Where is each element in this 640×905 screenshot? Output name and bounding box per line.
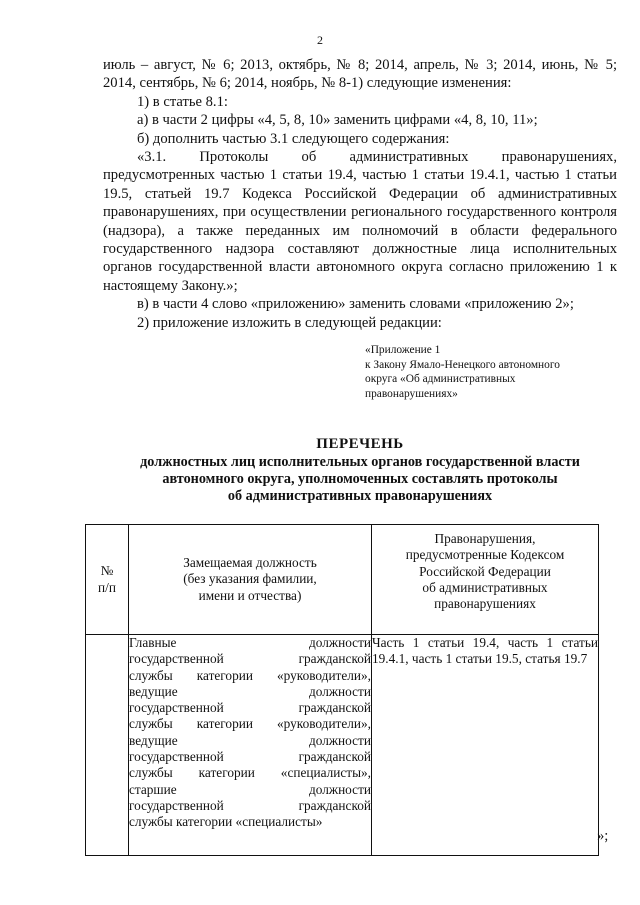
- page-number: 2: [317, 33, 323, 47]
- annex-line: правонарушениях»: [365, 387, 458, 400]
- position-line: службы категории «руководители»,: [129, 667, 371, 683]
- body-line: в) в части 4 слово «приложению» заменить словами «приложению 2»;: [137, 296, 574, 313]
- position-line: ведущие должности: [129, 732, 371, 748]
- table-row: [86, 635, 599, 856]
- position-line: государственной гражданской: [129, 797, 371, 813]
- position-line: ведущие должности: [129, 683, 371, 699]
- body-line: б) дополнить частью 3.1 следующего содержания:: [137, 130, 450, 147]
- row-number-cell: [86, 635, 129, 856]
- position-line: старшие должности: [129, 781, 371, 797]
- position-line: государственной гражданской: [129, 700, 371, 716]
- position-cell: [129, 635, 372, 856]
- table-header-row: [86, 525, 599, 635]
- list-heading: ПЕРЕЧЕНЬ: [316, 436, 404, 452]
- closing-quote-mark: »;: [597, 828, 609, 844]
- position-line: службы категории «руководители»,: [129, 716, 371, 732]
- position-line: государственной гражданской: [129, 749, 371, 765]
- position-line: Главные должности: [129, 635, 371, 650]
- body-line: 2014, сентябрь, № 6; 2014, ноябрь, № 8-1) следующие изменения:: [103, 75, 512, 92]
- body-line: 2) приложение изложить в следующей редакции:: [137, 314, 442, 331]
- officials-table: [85, 524, 599, 856]
- amendment-text: [103, 56, 617, 332]
- position-line: государственной гражданской: [129, 651, 371, 667]
- annex-reference: [365, 343, 615, 401]
- list-subtitle-line: об административных правонарушениях: [227, 488, 493, 504]
- body-line: 1) в статье 8.1:: [137, 93, 228, 110]
- annex-line: округа «Об административных: [365, 373, 516, 386]
- list-subtitle-line: автономного округа, уполномоченных составлять протоколы: [162, 471, 558, 487]
- annex-line: к Закону Ямало-Ненецкого автономного: [365, 358, 560, 371]
- body-line: а) в части 2 цифры «4, 5, 8, 10» заменить цифрами «4, 8, 10, 11»;: [137, 112, 538, 129]
- column-header-number: № п/п: [86, 525, 129, 635]
- column-header-position: Замещаемая должность (без указания фамилии, имени и отчества): [129, 525, 372, 635]
- article-3-1-text: предусмотренных частью 1 статьи 19.4, частью 1 статьи 19.4.1, частью 1 статьи 19.5, статьей 19.7 Кодекса Российской Федерации об административных правонарушениях, при осуществлении регионального государственного контроля (надзора), а также переданных им полномочий в области федерального государственного надзора составляют должностные лица исполнительных органов государственной власти автономного округа согласно приложению 1 к настоящему Закону.»;: [103, 167, 617, 294]
- column-header-violations: Правонарушения, предусмотренные Кодексом Российской Федерации об административных правонарушениях: [372, 525, 599, 635]
- article-3-1-first-line: «3.1. Протоколы об административных правонарушениях,: [137, 149, 617, 166]
- list-subtitle-line: должностных лиц исполнительных органов государственной власти: [140, 454, 580, 470]
- position-line: службы категории «специалисты»,: [129, 765, 371, 781]
- annex-line: «Приложение 1: [365, 344, 441, 356]
- list-title: [103, 436, 617, 505]
- position-line: службы категории «специалисты»: [129, 814, 323, 830]
- body-line: июль – август, № 6; 2013, октябрь, № 8; 2014, апрель, № 3; 2014, июнь, № 5;: [103, 57, 617, 73]
- violations-cell: Часть 1 статьи 19.4, часть 1 статьи 19.4.1, часть 1 статьи 19.5, статья 19.7: [372, 635, 599, 856]
